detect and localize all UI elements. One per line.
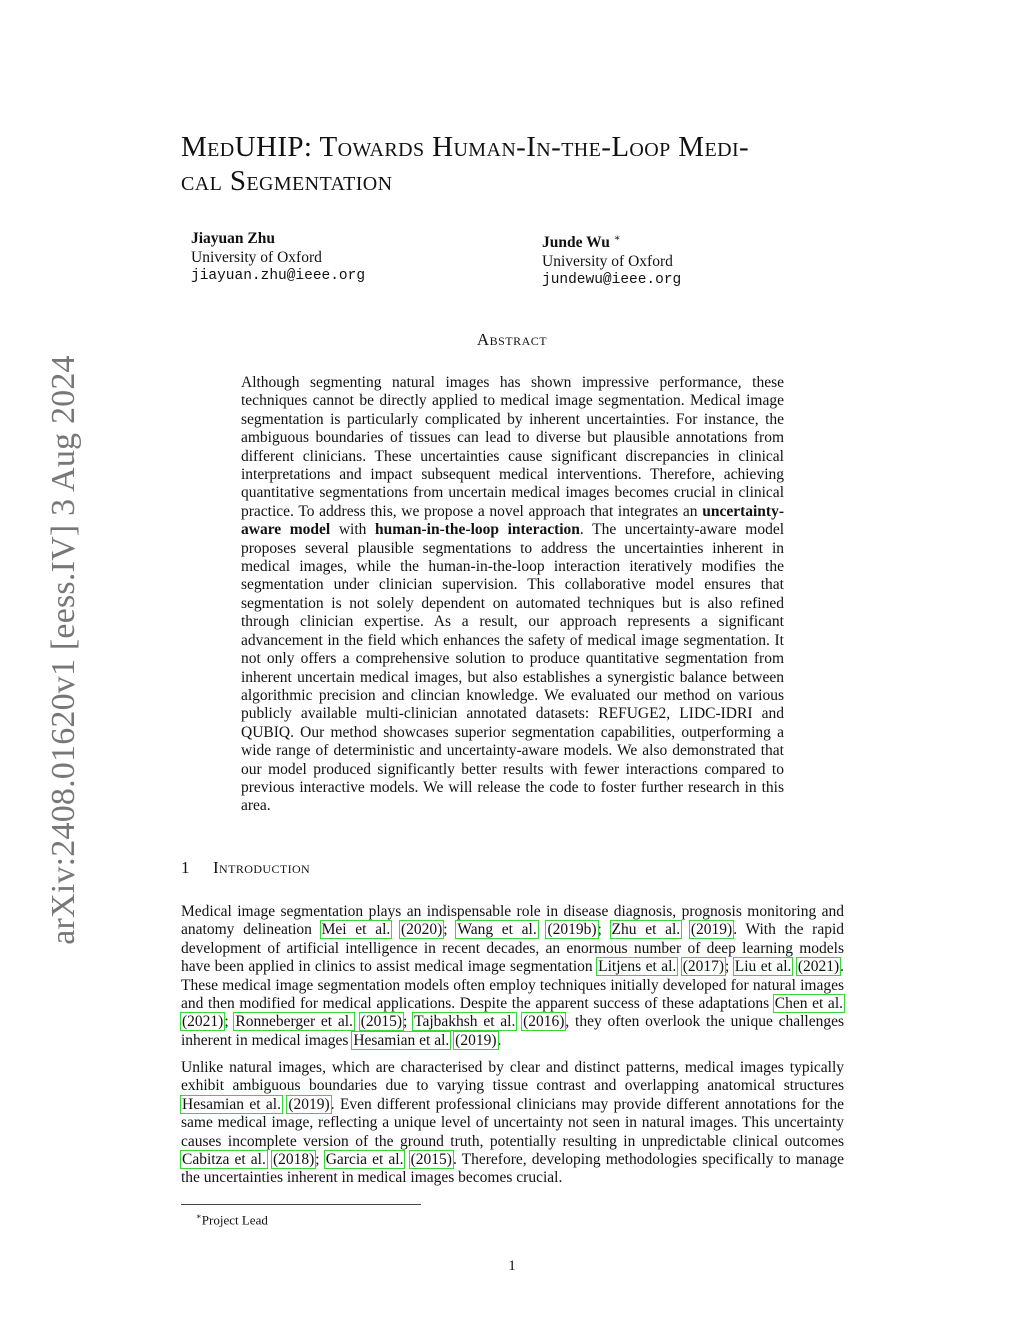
citation-year-link[interactable]: (2018) — [272, 1151, 315, 1169]
intro-paragraph-1 — [181, 903, 844, 1050]
footnote-text: Project Lead — [201, 1212, 268, 1228]
citation-year-link[interactable]: (2019) — [288, 1095, 330, 1113]
paragraph-text: Medical image segmentation plays an indispensable role in disease diagnosis, prognosis monitoring and anatomy delineation — [181, 903, 844, 939]
arxiv-identifier-stamp[interactable]: arXiv:2408.01620v1 [eess.IV] 3 Aug 2024 — [45, 355, 82, 945]
citation-link[interactable]: Zhu et al. — [611, 921, 681, 939]
citation-year-link[interactable]: (2021) — [182, 1013, 224, 1031]
citation-year-link[interactable]: (2015) — [360, 1013, 403, 1031]
section-title: Introduction — [213, 858, 311, 877]
paragraph-text: . These medical image segmentation models often employ techniques initially developed for natural images and then modified for medical applications. Despite the apparent success of these adaptations — [181, 958, 845, 1013]
footnote-marker[interactable]: ∗ — [613, 233, 621, 244]
citation-link[interactable]: Mei et al. — [321, 921, 391, 939]
citation-year-link[interactable]: (2019b) — [547, 921, 597, 939]
author-block-2 — [542, 229, 681, 290]
author-email[interactable]: jundewu@ieee.org — [542, 272, 682, 289]
paragraph-text: , they often overlook the unique challenges inherent in medical images — [181, 1013, 844, 1049]
author-name: Jiayuan Zhu — [191, 230, 276, 247]
citation-year-link[interactable]: (2021) — [797, 958, 840, 976]
footnote-marker: ∗ — [196, 1211, 202, 1221]
citation-year-link[interactable]: (2016) — [523, 1013, 565, 1031]
citation-link[interactable]: Liu et al. — [734, 958, 792, 976]
citation-separator: ; — [315, 1151, 325, 1169]
citation-separator: ; — [725, 958, 734, 976]
section-heading — [181, 858, 310, 878]
paragraph-text: . — [497, 1031, 502, 1049]
citation-separator: ; — [443, 921, 457, 939]
abstract-text: . The uncertainty-aware model proposes several plausible segmentations to address the uncertainties inherent in medical images, while the human-in-the-loop interaction iteratively modifies the segmentation under clinician supervision. This collaborative model ensures that segmentation is not solely dependent on automated techniques but is also refined through clinician expertise. As a result, our approach represents a significant advancement in the field which enhances the safety of medical image segmentation. It not only offers a comprehensive solution to produce quantitative segmentation from inherent uncertain medical images, but also establishes a synergistic balance between algorithmic precision and clincian knowledge. We evaluated our method on various publicly available multi-clinician annotated datasets: REFUGE2, LIDC-IDRI and QUBIQ. Our method showcases superior segmentation capabilities, outperforming a wide range of deterministic and uncertainty-aware models. We also demonstrated that our model produced significantly better results with fewer interactions compared to previous interactive models. We will release the code to foster further research in this area. — [241, 521, 785, 815]
citation-separator: ; — [224, 1013, 235, 1031]
author-email[interactable]: jiayuan.zhu@ieee.org — [191, 268, 366, 284]
citation-year-link[interactable]: (2017) — [682, 958, 725, 976]
title-line-1: MedUHIP: Towards Human-In-the-Loop Medi- — [181, 131, 750, 163]
paragraph-text: . With the rapid development of artificial intelligence in recent decades, an enormous number of deep learning models have been applied in clinics to assist medical image segmentation — [181, 921, 845, 976]
citation-separator: ; — [403, 1013, 414, 1031]
paragraph-text: . Even different professional clinicians may provide different annotations for the same medical image, reflecting a unique level of uncertainty not seen in natural images. This uncertainty causes incomplete version of the ground truth, potentially resulting in unpredictable clinical outcomes — [181, 1095, 845, 1150]
page-number: 1 — [508, 1258, 516, 1274]
abstract-bold-term: human-in-the-loop interaction — [374, 521, 580, 539]
citation-year-link[interactable]: (2019) — [455, 1031, 497, 1049]
citation-link[interactable]: Wang et al. — [457, 921, 537, 939]
section-number: 1 — [181, 858, 190, 877]
abstract-bold-term: uncertainty-aware model — [241, 502, 784, 539]
abstract-text: Although segmenting natural images has shown impressive performance, these techniques cannot be directly applied to medical image segmentation. Medical image segmentation is particularly complicated by inherent uncertainties. For instance, the ambiguous boundaries of tissues can lead to diverse but plausible annotations from different clinicians. These uncertainties cause significant discrepancies in clinical interpretations and impact subsequent medical interventions. Therefore, achieving quantitative segmentations from uncertain medical images becomes crucial in clinical practice. To address this, we propose a novel approach that integrates an — [241, 374, 784, 520]
citation-year-link[interactable]: (2019) — [690, 921, 733, 939]
author-block-1 — [191, 229, 365, 286]
citation-link[interactable]: Litjens et al. — [598, 958, 677, 976]
citation-separator: ; — [597, 921, 611, 939]
abstract-text: with — [330, 521, 375, 539]
paragraph-text: . Therefore, developing methodologies specifically to manage the uncertainties inherent in medical images becomes crucial. — [181, 1151, 845, 1187]
abstract-body — [241, 374, 784, 816]
citation-link[interactable]: Cabitza et al. — [182, 1151, 266, 1169]
abstract-heading: Abstract — [476, 330, 548, 349]
citation-link[interactable]: Chen et al. — [774, 995, 843, 1013]
citation-link[interactable]: Hesamian et al. — [182, 1095, 281, 1113]
paragraph-text: Unlike natural images, which are characterised by clear and distinct patterns, medical images typically exhibit ambiguous boundaries due to varying tissue contrast and overlapping anatomical structures — [181, 1059, 844, 1095]
footnote-divider — [181, 1204, 421, 1205]
citation-link[interactable]: Ronneberger et al. — [235, 1013, 353, 1031]
citation-year-link[interactable]: (2015) — [410, 1151, 452, 1169]
citation-link[interactable]: Tajbakhsh et al. — [414, 1013, 516, 1031]
author-name: Junde Wu — [542, 234, 610, 252]
citation-link[interactable]: Hesamian et al. — [353, 1031, 450, 1049]
citation-link[interactable]: Garcia et al. — [325, 1151, 404, 1169]
intro-paragraph-2 — [181, 1059, 844, 1188]
title-line-2: cal Segmentation — [181, 165, 393, 197]
author-affiliation: University of Oxford — [542, 253, 673, 271]
author-affiliation: University of Oxford — [191, 249, 322, 266]
paper-title — [181, 130, 861, 198]
footnote — [196, 1208, 268, 1228]
citation-year-link[interactable]: (2020) — [400, 921, 443, 939]
